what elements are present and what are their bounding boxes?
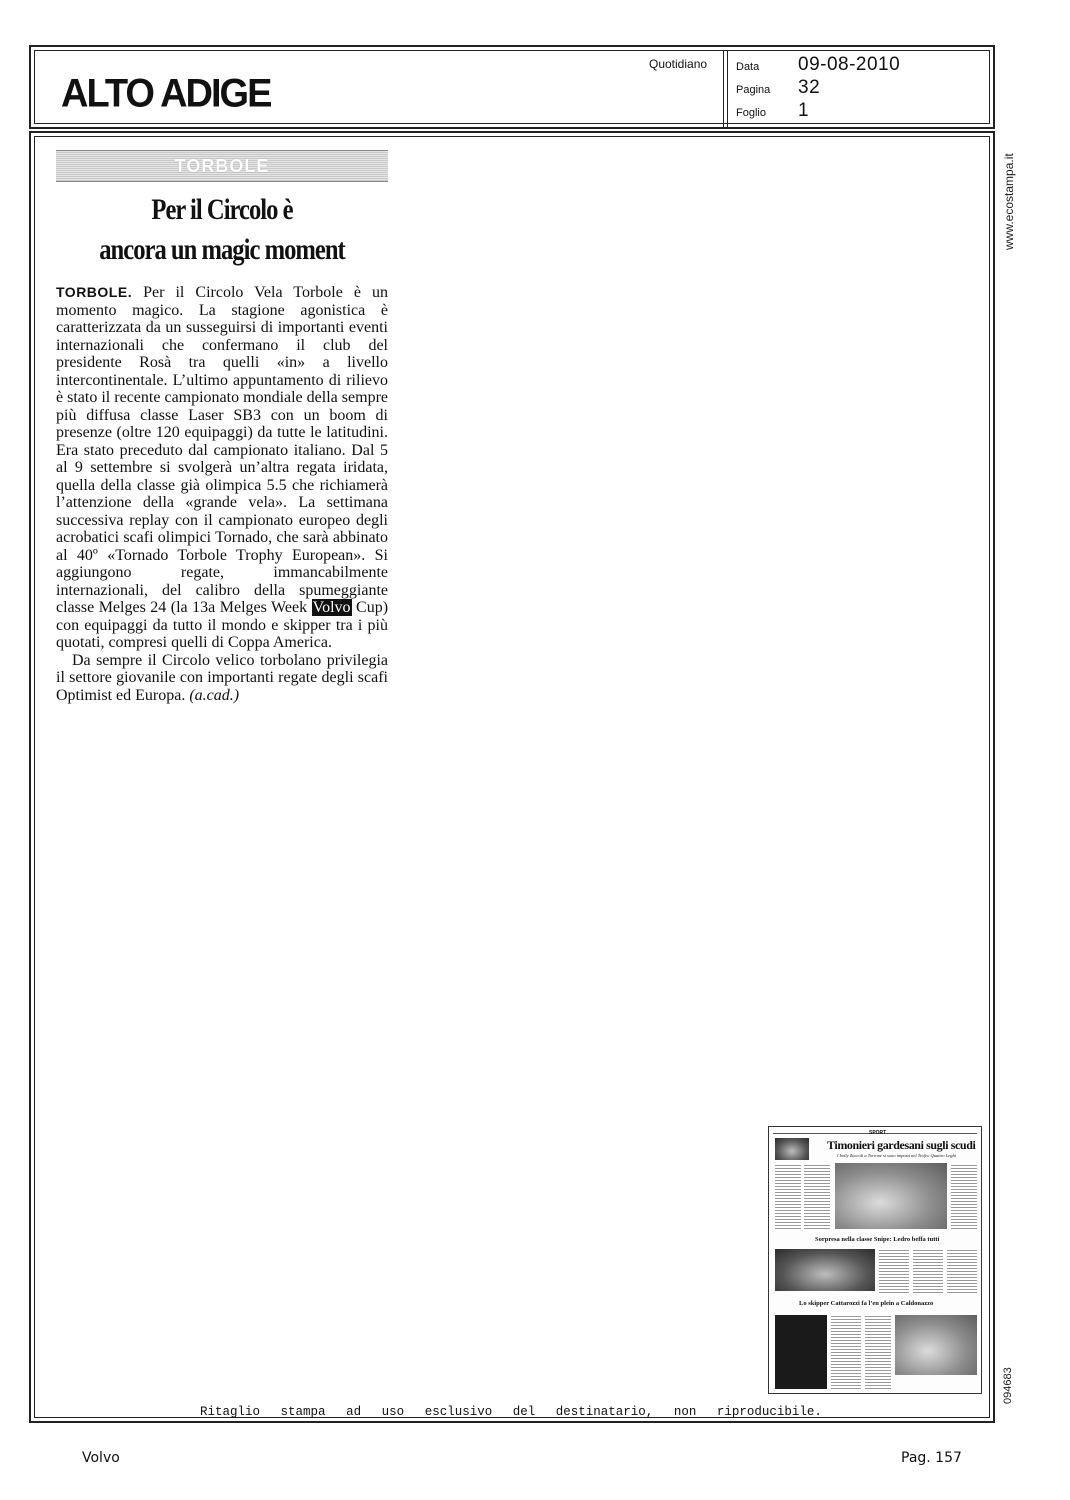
meta-value-sheet: 1 xyxy=(798,100,810,121)
meta-label-sheet: Foglio xyxy=(736,107,766,119)
thumbnail-column xyxy=(865,1315,891,1389)
thumbnail-column xyxy=(947,1249,977,1293)
disclaimer-word: non xyxy=(673,1405,697,1419)
thumbnail-subtitle: I bolly Zuccoli a Torrone si sono imposti nel Trofeo Quattro Leghi xyxy=(837,1153,956,1158)
article-body xyxy=(56,284,388,704)
disclaimer-word: uso xyxy=(381,1405,405,1419)
header-box xyxy=(29,45,995,129)
disclaimer-word: destinatario, xyxy=(555,1405,654,1419)
meta-value-page: 32 xyxy=(798,77,821,98)
thumbnail-section: SPORT xyxy=(869,1130,887,1136)
disclaimer-word: ad xyxy=(346,1405,362,1419)
thumbnail-second-photo xyxy=(775,1249,875,1291)
client-name: Volvo xyxy=(82,1450,120,1466)
article-paragraph-2-text: Da sempre il Circolo velico torbolano privilegia il settore giovanile con importanti regate degli scafi Optimist ed Europa. xyxy=(56,651,388,704)
article-paragraph-1-end: Cup) con equipaggi da tutto il mondo e skipper tra i più quotati, compresi quelli di Coppa America. xyxy=(56,599,389,651)
thumbnail-third-title: Lo skipper Cattarozzi fa l’en plein a Caldonazzo xyxy=(799,1300,934,1307)
thumbnail-black-box xyxy=(775,1315,827,1389)
masthead-logo: ALTO ADIGE xyxy=(61,71,271,117)
thumbnail-column xyxy=(804,1163,830,1229)
thumbnail-second-title: Sorpresa nella classe Snipe: Ledro beffa tutti xyxy=(815,1236,940,1243)
article-paragraph-1 xyxy=(56,284,388,652)
thumbnail-column xyxy=(775,1163,801,1229)
side-code-text: 094683 xyxy=(1002,1367,1014,1404)
meta-row-page xyxy=(736,77,820,99)
thumbnail-column xyxy=(831,1315,861,1389)
disclaimer-word: stampa xyxy=(280,1405,326,1419)
thumbnail-column xyxy=(951,1163,977,1229)
disclaimer-word: riproducibile. xyxy=(716,1405,822,1419)
headline-line-2: ancora un magic moment xyxy=(99,233,345,266)
highlighted-keyword: Volvo xyxy=(312,599,351,616)
header-inner-frame xyxy=(34,50,990,124)
publication-type: Quotidiano xyxy=(649,57,708,71)
meta-row-date xyxy=(736,54,900,76)
article-paragraph-1-text: Per il Circolo Vela Torbole è un momento magico. La stagione agonistica è caratterizzata da un susseguirsi di importanti eventi internazionali che confermano il club del presidente Rosà tra quelli «in» a livello intercontinentale. L’ultimo appuntamento di rilievo è stato il recente campionato mondiale della sempre più diffusa classe Laser SB3 con un boom di presenze (oltre 120 equipaggi) da tutte le latitudini. Era stato preceduto dal campionato italiano. Dal 5 al 9 settembre si svolgerà un’altra regata iridata, quella della classe già olimpica 5.5 che richiamerà l’attenzione della «grande vela». La settimana successiva replay con il campionato europeo degli acrobatici scafi olimpici Tornado, che sarà abbinato al 40º «Tornado Torbole Trophy European». Si aggiungono regate, immancabilmente internazionali, del calibro della spumeggiante classe Melges 24 (la 13a Melges Week xyxy=(56,284,388,616)
disclaimer-word: esclusivo xyxy=(424,1405,493,1419)
meta-row-sheet xyxy=(736,100,809,122)
kicker-text: TORBOLE xyxy=(174,156,270,176)
page-number: Pag. 157 xyxy=(901,1450,962,1466)
thumbnail-third-photo xyxy=(895,1315,977,1375)
meta-value-date: 09-08-2010 xyxy=(798,54,901,75)
disclaimer xyxy=(200,1405,822,1419)
author-signature: (a.cad.) xyxy=(189,686,240,704)
thumbnail-title: Timonieri gardesani sugli scudi xyxy=(827,1138,976,1152)
headline-line-1: Per il Circolo è xyxy=(151,193,293,226)
disclaimer-word: del xyxy=(512,1405,536,1419)
article-headline xyxy=(56,190,388,270)
thumbnail-small-photo xyxy=(775,1138,809,1160)
page-thumbnail xyxy=(768,1126,982,1394)
side-url-text: www.ecostampa.it xyxy=(1002,153,1016,250)
thumbnail-column xyxy=(879,1249,909,1293)
article-paragraph-2 xyxy=(56,652,388,705)
side-code xyxy=(1000,1338,1020,1408)
meta-label-page: Pagina xyxy=(736,84,771,96)
thumbnail-column xyxy=(913,1249,943,1293)
kicker-band xyxy=(56,150,388,182)
thumbnail-main-photo xyxy=(835,1163,947,1229)
article-lead: TORBOLE. xyxy=(56,284,133,300)
meta-box xyxy=(723,51,997,129)
meta-label-date: Data xyxy=(736,61,760,73)
disclaimer-word: Ritaglio xyxy=(200,1405,261,1419)
side-url xyxy=(1000,140,1020,250)
